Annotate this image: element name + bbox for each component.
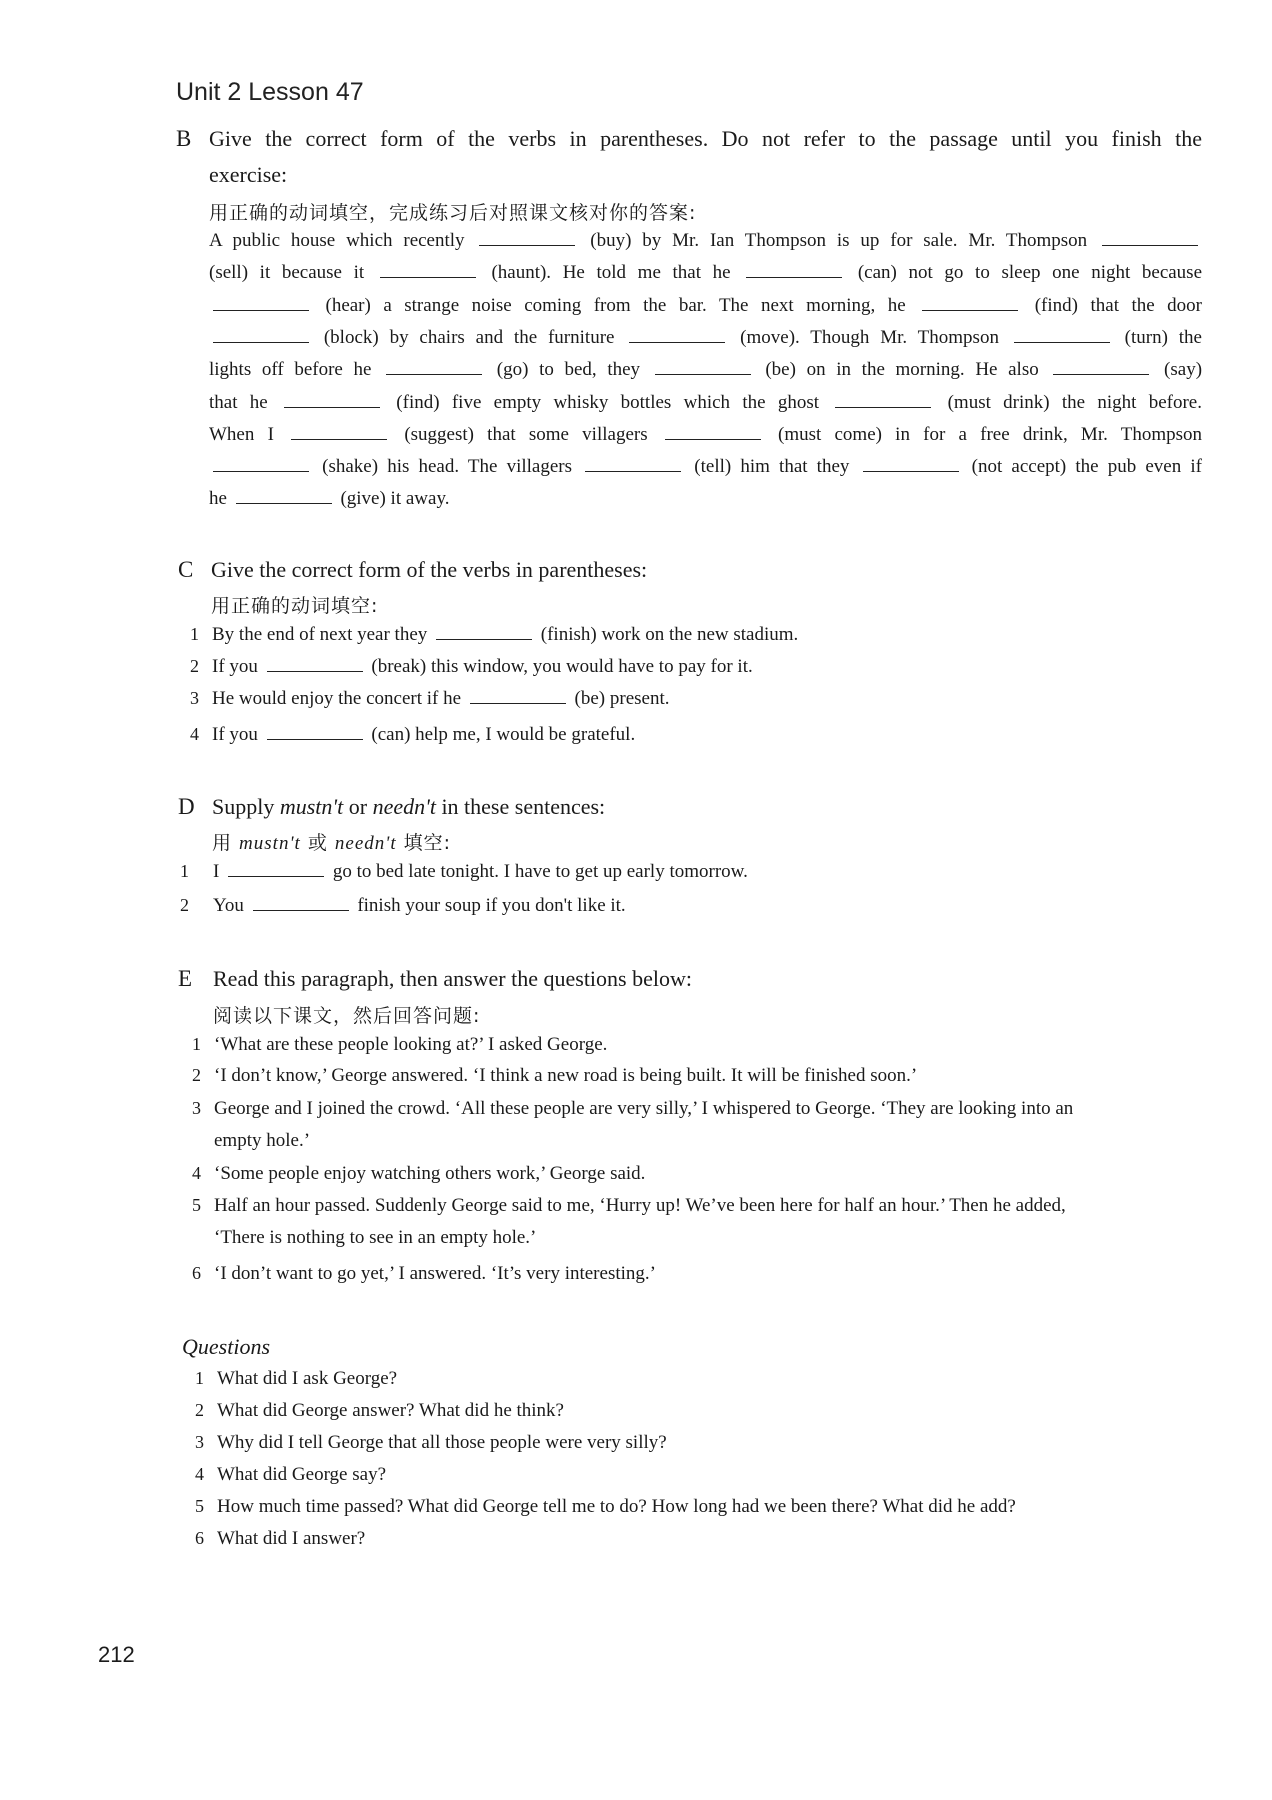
item-text — [213, 895, 626, 917]
item-number: 3 — [190, 688, 199, 708]
paragraph-text: ‘I don’t know,’ George answered. ‘I think a new road is being built. It will be finished soon.’ — [214, 1065, 918, 1086]
exercise-line — [209, 359, 1202, 381]
section-e-letter: E — [178, 966, 193, 991]
text: (buy) by Mr. Ian Thompson is up for sale. Mr. Thompson — [579, 230, 1099, 251]
text: (turn) the — [1113, 326, 1202, 348]
question-text: What did George say? — [217, 1464, 387, 1485]
answer-blank[interactable] — [386, 360, 482, 375]
exercise-line — [209, 456, 1202, 478]
paragraph-text: George and I joined the crowd. ‘All these people are very silly,’ I whispered to George. ‘They are looking into an — [214, 1098, 1074, 1119]
question-number: 3 — [195, 1432, 204, 1452]
text: (suggest) that some villagers — [391, 423, 661, 445]
text: (be) present. — [569, 688, 670, 709]
paragraph-text: ‘Some people enjoy watching others work,’ George said. — [214, 1163, 646, 1184]
answer-blank[interactable] — [213, 457, 309, 472]
text: (not accept) the pub even if — [962, 456, 1202, 478]
section-b-instruction-cont: exercise: — [209, 162, 288, 187]
item-text — [212, 724, 635, 746]
question-text: Why did I tell George that all those people were very silly? — [217, 1432, 667, 1453]
item-text — [213, 861, 748, 883]
text: (shake) his head. The villagers — [313, 456, 582, 478]
text: I — [213, 861, 225, 882]
paragraph-text: Half an hour passed. Suddenly George said to me, ‘Hurry up! We’ve been here for half an hour.’ Then he added, — [214, 1195, 1066, 1216]
answer-blank[interactable] — [253, 896, 349, 911]
section-c-instruction-cn: 用正确的动词填空: — [211, 595, 379, 617]
answer-blank[interactable] — [655, 360, 751, 375]
item-number: 1 — [190, 624, 199, 644]
text: (find) that the door — [1022, 294, 1202, 316]
text: (tell) him that they — [685, 456, 859, 478]
paragraph-text: ‘What are these people looking at?’ I asked George. — [214, 1034, 608, 1055]
text: (say) — [1153, 359, 1203, 381]
text: (move). Though Mr. Thompson — [729, 326, 1010, 348]
answer-blank[interactable] — [380, 263, 476, 278]
question-number: 1 — [195, 1368, 204, 1388]
text: (give) it away. — [335, 488, 450, 510]
paragraph-number: 1 — [192, 1034, 201, 1054]
text: 用 — [212, 832, 240, 854]
question-number: 4 — [195, 1464, 204, 1484]
section-d-instruction-cn — [212, 828, 451, 855]
answer-blank[interactable] — [436, 625, 532, 640]
page-title: Unit 2 Lesson 47 — [176, 78, 364, 106]
text: (sell) it because it — [209, 262, 376, 284]
text: he — [209, 488, 232, 510]
answer-blank[interactable] — [236, 489, 332, 504]
text: in these sentences: — [435, 794, 606, 819]
text: or — [343, 794, 373, 819]
answer-blank[interactable] — [470, 689, 566, 704]
section-d-letter: D — [178, 794, 195, 819]
item-number: 4 — [190, 724, 199, 744]
text: 或 — [300, 832, 335, 854]
answer-blank[interactable] — [665, 425, 761, 440]
answer-blank[interactable] — [629, 328, 725, 343]
answer-blank[interactable] — [863, 457, 959, 472]
text: He would enjoy the concert if he — [212, 688, 466, 709]
item-text — [212, 624, 798, 646]
text: (hear) a strange noise coming from the bar. The next morning, he — [313, 294, 919, 316]
word-mustnt: mustn't — [239, 833, 301, 854]
answer-blank[interactable] — [291, 425, 387, 440]
item-text — [212, 656, 753, 678]
question-number: 6 — [195, 1528, 204, 1548]
answer-blank[interactable] — [585, 457, 681, 472]
exercise-line — [209, 392, 1202, 414]
word-neednt: needn't — [372, 794, 436, 819]
section-b-instruction: Give the correct form of the verbs in parentheses. Do not refer to the passage until you finish the — [209, 126, 1202, 151]
answer-blank[interactable] — [1102, 231, 1198, 246]
section-d-instruction — [212, 794, 605, 820]
text: (haunt). He told me that he — [479, 262, 743, 284]
question-number: 5 — [195, 1496, 204, 1516]
text: (find) five empty whisky bottles which the ghost — [384, 391, 832, 413]
item-text — [212, 688, 670, 710]
answer-blank[interactable] — [267, 657, 363, 672]
questions-title: Questions — [182, 1334, 270, 1359]
section-b-letter: B — [176, 126, 192, 151]
paragraph-number: 5 — [192, 1195, 201, 1215]
text: (must come) in for a free drink, Mr. Thompson — [764, 423, 1202, 445]
answer-blank[interactable] — [267, 725, 363, 740]
exercise-line — [209, 424, 1202, 446]
text: (go) to bed, they — [486, 359, 651, 381]
item-number: 2 — [190, 656, 199, 676]
text: If you — [212, 724, 263, 745]
exercise-line — [209, 327, 1202, 349]
paragraph-text: empty hole.’ — [214, 1130, 311, 1152]
page-number: 212 — [98, 1642, 135, 1667]
word-neednt: needn't — [334, 833, 397, 854]
question-number: 2 — [195, 1400, 204, 1420]
exercise-line — [209, 295, 1202, 317]
answer-blank[interactable] — [228, 862, 324, 877]
section-e-instruction: Read this paragraph, then answer the questions below: — [213, 966, 692, 991]
paragraph-number: 2 — [192, 1065, 201, 1085]
paragraph-number: 6 — [192, 1263, 201, 1283]
paragraph-number: 3 — [192, 1098, 201, 1118]
exercise-line — [209, 230, 1202, 252]
answer-blank[interactable] — [1053, 360, 1149, 375]
exercise-line — [209, 262, 1202, 284]
text: (break) this window, you would have to pay for it. — [366, 656, 753, 677]
text: When I — [209, 423, 288, 445]
text: (can) help me, I would be grateful. — [366, 724, 636, 745]
text: (be) on in the morning. He also — [754, 359, 1050, 381]
text: Supply — [212, 794, 280, 819]
answer-blank[interactable] — [479, 231, 575, 246]
section-e-instruction-cn: 阅读以下课文，然后回答问题: — [213, 1005, 481, 1027]
item-number: 1 — [180, 861, 189, 881]
answer-blank[interactable] — [835, 393, 931, 408]
answer-blank[interactable] — [746, 263, 842, 278]
text: (finish) work on the new stadium. — [536, 624, 799, 645]
text: finish your soup if you don't like it. — [352, 895, 626, 916]
text: (block) by chairs and the furniture — [313, 326, 626, 348]
answer-blank[interactable] — [922, 296, 1018, 311]
section-b-instruction-cn: 用正确的动词填空，完成练习后对照课文核对你的答案: — [209, 202, 697, 224]
text: A public house which recently — [209, 230, 476, 251]
word-mustnt: mustn't — [279, 794, 344, 819]
text: lights off before he — [209, 359, 383, 381]
answer-blank[interactable] — [213, 328, 309, 343]
text: (can) not go to sleep one night because — [846, 262, 1203, 284]
answer-blank[interactable] — [213, 296, 309, 311]
question-text: What did I ask George? — [217, 1368, 398, 1389]
text: (must drink) the night before. — [935, 391, 1202, 413]
answer-blank[interactable] — [1014, 328, 1110, 343]
question-text: How much time passed? What did George tell me to do? How long had we been there? What did he add? — [217, 1496, 1016, 1517]
text: By the end of next year they — [212, 624, 433, 645]
question-text: What did George answer? What did he think? — [217, 1400, 564, 1421]
section-c-instruction: Give the correct form of the verbs in parentheses: — [211, 557, 648, 582]
text: 填空: — [396, 832, 452, 854]
paragraph-text: ‘There is nothing to see in an empty hole.’ — [214, 1227, 537, 1249]
item-number: 2 — [180, 895, 189, 915]
paragraph-number: 4 — [192, 1163, 201, 1183]
section-c-letter: C — [178, 557, 194, 582]
answer-blank[interactable] — [284, 393, 380, 408]
question-text: What did I answer? — [217, 1528, 366, 1549]
text: that he — [209, 391, 281, 413]
text: go to bed late tonight. I have to get up early tomorrow. — [328, 861, 748, 882]
exercise-line — [209, 488, 449, 510]
paragraph-text: ‘I don’t want to go yet,’ I answered. ‘It’s very interesting.’ — [214, 1263, 656, 1284]
text: You — [213, 895, 249, 916]
text: If you — [212, 656, 263, 677]
